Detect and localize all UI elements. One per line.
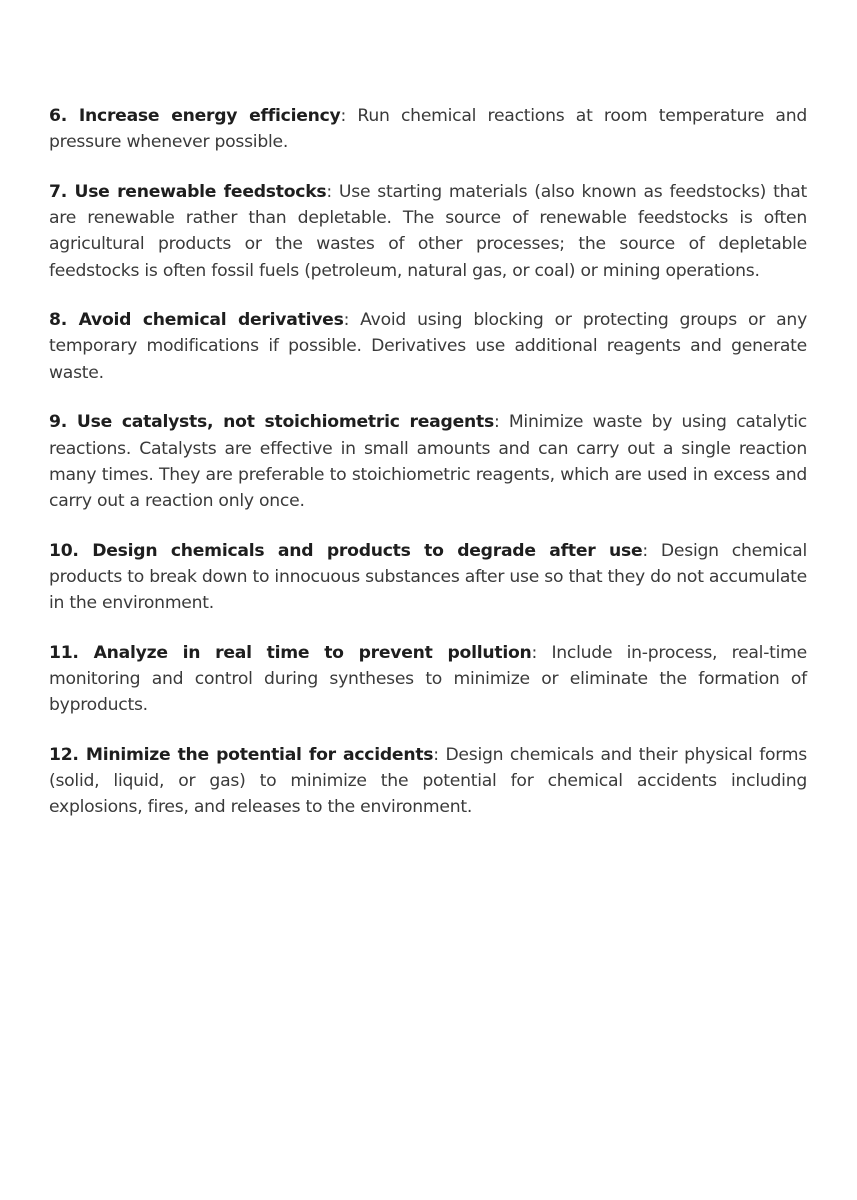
document-body	[49, 103, 807, 844]
principle-text: : Design chemical products to break down to innocuous substances after use so that they do not accumulate in the environment.	[49, 540, 807, 614]
principle-9	[49, 409, 807, 514]
principle-6	[49, 103, 807, 155]
principle-term: 7. Use renewable feedstocks	[49, 181, 327, 202]
principle-term: 10. Design chemicals and products to degrade after use	[49, 540, 643, 561]
principle-text: : Include in-process, real-time monitoring and control during syntheses to minimize or eliminate the formation of byproducts.	[49, 642, 807, 716]
principle-text: : Run chemical reactions at room temperature and pressure whenever possible.	[49, 106, 807, 153]
principle-term: 11. Analyze in real time to prevent pollution	[49, 642, 532, 663]
principle-text: : Minimize waste by using catalytic reactions. Catalysts are effective in small amounts and can carry out a single reaction many times. They are preferable to stoichiometric reagents, which are used in excess and carry out a reaction only once.	[49, 412, 807, 511]
principle-7	[49, 179, 807, 284]
principle-12	[49, 742, 807, 821]
principle-term: 9. Use catalysts, not stoichiometric reagents	[49, 412, 494, 433]
principle-text: : Use starting materials (also known as feedstocks) that are renewable rather than depletable. The source of renewable feedstocks is often agricultural products or the wastes of other processes; the source of depletable feedstocks is often fossil fuels (petroleum, natural gas, or coal) or mining operations.	[49, 181, 807, 281]
principle-term: 6. Increase energy efficiency	[49, 106, 341, 126]
principle-text: : Design chemicals and their physical forms (solid, liquid, or gas) to minimize the potential for chemical accidents including explosions, fires, and releases to the environment.	[49, 744, 807, 818]
principle-11	[49, 640, 807, 719]
principle-term: 8. Avoid chemical derivatives	[49, 310, 344, 331]
principle-text: : Avoid using blocking or protecting groups or any temporary modifications if possible. Derivatives use additional reagents and generate waste.	[49, 310, 807, 383]
principle-10	[49, 538, 807, 617]
principle-8	[49, 307, 807, 386]
principle-term: 12. Minimize the potential for accidents	[49, 744, 434, 765]
